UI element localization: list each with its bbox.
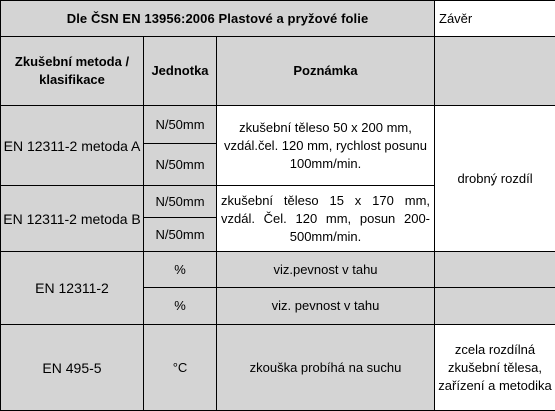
zaver-c-2 [435, 288, 555, 325]
unit-d: °C [144, 325, 217, 411]
note-b: zkušební těleso 15 x 170 mm, vzdál. Čel. 120 mm, posun 200-500mm/min. [217, 186, 435, 252]
zaver-d: zcela rozdílná zkušební tělesa, zařízení a metodika [435, 325, 555, 411]
method-c: EN 12311-2 [1, 252, 144, 325]
unit-c-1: % [144, 252, 217, 288]
unit-column-header: Jednotka [144, 37, 217, 106]
method-a: EN 12311-2 metoda A [1, 106, 144, 186]
unit-c-2: % [144, 288, 217, 325]
zaver-header: Závěr [435, 1, 555, 37]
table-title: Dle ČSN EN 13956:2006 Plastové a pryžové folie [1, 1, 435, 37]
unit-a-1: N/50mm [144, 106, 217, 144]
unit-a-2: N/50mm [144, 144, 217, 186]
note-c-1: viz.pevnost v tahu [217, 252, 435, 288]
method-b: EN 12311-2 metoda B [1, 186, 144, 252]
method-d: EN 495-5 [1, 325, 144, 411]
zaver-header-blank [435, 37, 555, 106]
method-column-header: Zkušební metoda / klasifikace [1, 37, 144, 106]
note-column-header: Poznámka [217, 37, 435, 106]
unit-b-1: N/50mm [144, 186, 217, 218]
zaver-ab: drobný rozdíl [435, 106, 555, 252]
note-c-2: viz. pevnost v tahu [217, 288, 435, 325]
note-a: zkušební těleso 50 x 200 mm, vzdál.čel. 120 mm, rychlost posunu 100mm/min. [217, 106, 435, 186]
unit-b-2: N/50mm [144, 218, 217, 252]
note-d: zkouška probíhá na suchu [217, 325, 435, 411]
zaver-c-1 [435, 252, 555, 288]
